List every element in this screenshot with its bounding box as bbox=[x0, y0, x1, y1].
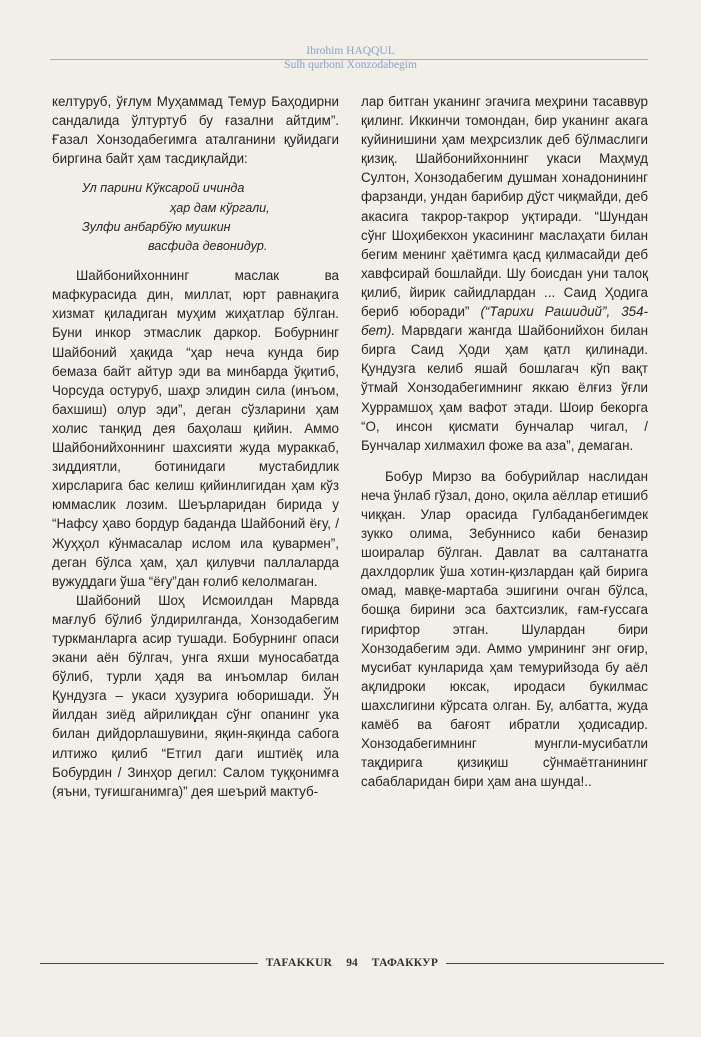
poem-line-1: Ул парини Кўксарой ичинда bbox=[82, 181, 245, 196]
left-paragraph-2: Шайбонийхоннинг маслак ва мафкурасида дин, миллат, юрт равнақига хизмат қиладиган муҳим жиҳатлар бўлган. Буни инкор этмаслик даркор. Бобурнинг Шайбоний ҳақида “ҳар неча кунда бир бемаза байт айтур эди ва минбарда ўқитиб, Чорсуда остуруб, шаҳр элидин сила (инъом, бахшиш) олур эди”, деган сўзларини ҳам холис танқид дея баҳолаш қийин. Аммо Шайбонийхоннинг шахсияти жуда мураккаб, зиддиятли, ботинидаги мустабидлик хирсларига бас келиш қийинлигидан ҳам кўз юммаслик лозим. Шеърларидан бирида у “Нафсу ҳаво бордур баданда Шайбоний ёғу, / Жуҳҳол кўнмасалар ислом ила қувармен”, деган бўлса ҳам, ҳал қилувчи паллаларда вужуддаги ўша “ёғу”дан ғолиб келолмаган. bbox=[52, 268, 339, 589]
right-paragraph-1-end: Марвдаги жангда Шайбонийхон билан бирга Саид Ҳоди ҳам қатл қилинади. Қундузга келиб яшай бошлагач кўп вақт ўтмай Хонзодабегимнинг яккаю ёлғиз ўғли Хуррамшоҳ ҳам вафот этади. Шоир бекорга “О, инсон қисмати бунчалар чигал, / Бунчалар хилмахил фоже ва аза”, демаган. bbox=[361, 323, 648, 453]
poem-line-3: Зулфи анбарбўю мушкин bbox=[82, 219, 231, 234]
running-header bbox=[0, 44, 701, 72]
footer-label-latin: TAFAKKUR bbox=[265, 957, 333, 969]
page-number: 94 bbox=[346, 957, 358, 969]
right-column bbox=[361, 92, 648, 801]
poem-line-2: ҳар дам кўргали, bbox=[170, 200, 270, 215]
left-paragraph-1: келтуруб, ўғлум Муҳаммад Темур Баҳодирни сандалида ўлтуртуб бу ғазални айтдим”. Ғазал Хонзодабегимга аталганини қуйидаги биргина байт ҳам тасдиқлайди: bbox=[52, 94, 339, 167]
footer-rule-right bbox=[446, 963, 664, 964]
poem-quote bbox=[52, 179, 339, 256]
right-paragraph-1-text: лар битган уканинг эгачига меҳрини тасаввур қилинг. Иккинчи томондан, бир уканинг акага куйинишини ҳам меҳрсизлик деб бўлмаслиги қизиқ. Шайбонийхоннинг укаси Маҳмуд Султон, Хонзодабегим душман хонадонининг фарзанди, ундан барибир дўст чиқмайди, деб акасига такрор-такрор уқтиради. “Шундан сўнг Шоҳибекхон укасининг маслаҳати билан бегим менинг ҳаётимга қасд қилмасайди деб хавфсирай бошлайди. Шу боисдан уни талоқ қилиб, йирик сайидлардан ... Саид Ҳодига бериб юборади” bbox=[361, 94, 649, 320]
page-footer bbox=[40, 957, 664, 969]
poem-line-4: васфида девонидур. bbox=[148, 238, 268, 253]
header-rule bbox=[50, 59, 648, 60]
citation: (“Тарихи Рашидий”, 354-бет). bbox=[361, 304, 648, 339]
left-paragraph-3: Шайбоний Шоҳ Исмоилдан Марвда мағлуб бўлиб ўлдирилганда, Хонзодабегим туркманларга асир тушади. Бобурнинг опаси экани аён бўлгач, унга яхши муносабатда бўлиб, турли ҳадя ва инъомлар билан Қундузга – укаси ҳузурига юборишади. Ўн йилдан зиёд айрилиқдан сўнг опанинг ука билан дийдорлашувини, яқин-яқинда сабога илтижо қилиб “Етгил даги иштиёқ ила Бобурдин / Зинҳор дегил: Салом туққонимға (яъни, туғишганимга)” дея шеърий мактуб- bbox=[52, 592, 339, 799]
header-article-title: Sulh qurboni Xonzodabegim bbox=[284, 59, 417, 71]
footer-rule-left bbox=[40, 963, 258, 964]
header-author: Ibrohim HAQQUL bbox=[306, 45, 395, 57]
left-column bbox=[52, 92, 339, 801]
footer-label-cyrillic: ТАФАККУР bbox=[371, 957, 439, 969]
right-paragraph-2: Бобур Мирзо ва бобурийлар наслидан неча ўнлаб гўзал, доно, оқила аёллар етишиб чиққан. Улар орасида Гулбаданбегимдек зукко олима, Зебуннисо каби беназир шоиралар бўлган. Давлат ва салтанатга дахлдорлик ўша хотин-қизлардан қай бирига омад, мавқе-мартаба эшигини очган бўлса, бошқа бирини эса бахтсизлик, ғам-ғуссага гирифтор этган. Шулардан бири Хонзодабегим эди. Аммо умрининг энг оғир, мусибат кунларида ҳам темурийзода бу аёл ақлидроки юксак, иродаси букилмас шахслигини кўрсата олган. Бу, албатта, жуда камёб ва бағоят ибратли ҳодисадир. Хонзодабегимнинг мунгли-мусибатли тақдирига қизиқиш сўнмаётганининг сабабларидан бири ҳам ана шунда!.. bbox=[361, 468, 648, 790]
body-columns bbox=[52, 92, 648, 801]
right-paragraph-1 bbox=[361, 92, 648, 455]
